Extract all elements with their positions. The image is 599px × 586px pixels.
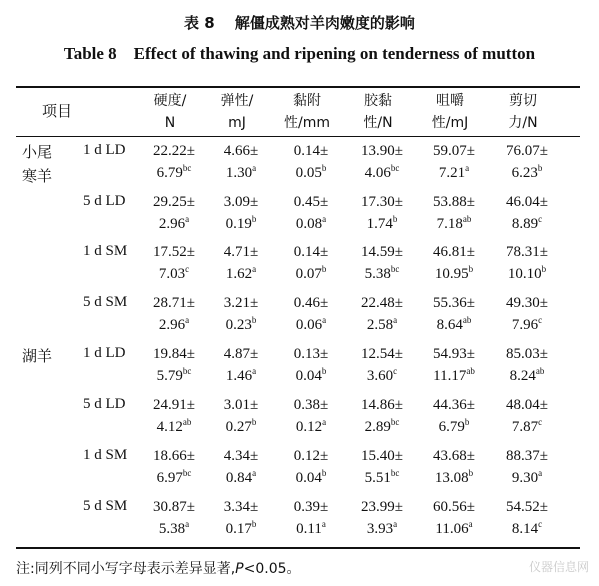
table-cell xyxy=(418,241,490,285)
significance-letter: a xyxy=(185,519,190,529)
cell-mean: 78.31± xyxy=(506,244,548,260)
significance-letter: a xyxy=(538,468,543,478)
table-cell xyxy=(491,292,563,336)
cell-sd-value: 9.30 xyxy=(511,470,539,486)
table-cell xyxy=(346,343,418,387)
significance-letter: b xyxy=(537,163,543,173)
cell-sd xyxy=(205,518,277,540)
cell-sd-value: 1.46 xyxy=(225,368,253,384)
cell-sd xyxy=(346,263,418,285)
cell-sd-value: 8.14 xyxy=(511,521,539,537)
column-header-line2: N xyxy=(164,115,176,131)
cell-sd-value: 8.89 xyxy=(511,216,539,232)
cell-sd xyxy=(346,162,418,184)
cell-mean: 0.46± xyxy=(293,295,329,311)
significance-letter: a xyxy=(252,468,257,478)
cell-sd-value: 2.89 xyxy=(364,419,391,435)
table-cell xyxy=(275,292,347,336)
significance-letter: a xyxy=(185,214,190,224)
cell-sd xyxy=(205,162,277,184)
significance-letter: b xyxy=(251,519,257,529)
cell-sd xyxy=(346,314,418,336)
table-cell xyxy=(138,140,210,184)
column-header-line2: 性/mm xyxy=(284,115,330,131)
column-header-line1: 胶黏 xyxy=(364,93,392,109)
table-cell xyxy=(346,191,418,235)
column-header xyxy=(138,90,202,134)
breed-label-line1: 小尾 xyxy=(22,143,53,161)
column-header-line2: 力/N xyxy=(508,115,538,131)
cell-sd xyxy=(346,467,418,489)
cell-sd-value: 10.10 xyxy=(507,266,542,282)
cell-sd xyxy=(138,213,210,235)
cell-mean: 29.25± xyxy=(153,194,195,210)
significance-letter: b xyxy=(392,214,398,224)
column-header-line1: 黏附 xyxy=(293,93,321,109)
table-cell xyxy=(275,343,347,387)
bottom-rule xyxy=(16,547,580,549)
table-cell xyxy=(205,394,277,438)
table-cell xyxy=(346,445,418,489)
cell-sd xyxy=(346,365,418,387)
cell-mean: 54.93± xyxy=(433,346,475,362)
cell-sd xyxy=(275,314,347,336)
cell-mean: 23.99± xyxy=(361,499,403,515)
table-cell xyxy=(138,191,210,235)
cell-sd xyxy=(138,263,210,285)
cell-sd xyxy=(491,467,563,489)
cell-sd-value: 2.96 xyxy=(158,317,186,333)
cell-sd-value: 0.06 xyxy=(295,317,323,333)
table-title-en: Table 8 Effect of thawing and ripening on tenderness of mutton xyxy=(63,44,536,63)
cell-sd-value: 8.64 xyxy=(436,317,463,333)
cell-sd-value: 8.24 xyxy=(509,368,536,384)
cell-sd-value: 0.04 xyxy=(295,368,322,384)
cell-mean: 85.03± xyxy=(506,346,548,362)
cell-sd-value: 7.96 xyxy=(511,317,539,333)
table-cell xyxy=(418,496,490,540)
cell-sd xyxy=(205,263,277,285)
significance-letter: c xyxy=(185,264,190,274)
cell-sd xyxy=(491,213,563,235)
breed-label xyxy=(22,140,52,188)
table-cell xyxy=(205,496,277,540)
column-header xyxy=(275,90,339,134)
treatment-label: 5 d LD xyxy=(83,396,126,412)
significance-letter: bc xyxy=(390,417,400,427)
significance-letter: a xyxy=(185,315,190,325)
cell-mean: 4.87± xyxy=(223,346,259,362)
significance-letter: ab xyxy=(462,315,472,325)
cell-sd-value: 10.95 xyxy=(434,266,469,282)
watermark: 仪器信息网 xyxy=(528,560,589,574)
cell-mean: 3.21± xyxy=(223,295,259,311)
treatment-label: 5 d SM xyxy=(83,294,128,310)
significance-letter: bc xyxy=(182,468,192,478)
cell-sd xyxy=(205,416,277,438)
cell-mean: 14.86± xyxy=(361,397,403,413)
cell-sd-value: 6.79 xyxy=(156,165,183,181)
treatment-label: 1 d SM xyxy=(83,243,128,259)
table-cell xyxy=(138,241,210,285)
table-cell xyxy=(418,191,490,235)
cell-sd-value: 0.11 xyxy=(296,521,322,537)
cell-mean: 18.66± xyxy=(153,448,195,464)
cell-sd xyxy=(275,467,347,489)
cell-mean: 55.36± xyxy=(433,295,475,311)
cell-mean: 0.45± xyxy=(293,194,329,210)
cell-mean: 15.40± xyxy=(361,448,403,464)
column-header-line2: 性/mJ xyxy=(431,115,469,131)
cell-sd xyxy=(418,416,490,438)
significance-letter: b xyxy=(468,264,474,274)
cell-sd-value: 2.58 xyxy=(366,317,394,333)
significance-letter: c xyxy=(393,366,398,376)
cell-mean: 48.04± xyxy=(506,397,548,413)
cell-mean: 4.34± xyxy=(223,448,259,464)
cell-sd-value: 11.17 xyxy=(433,368,467,384)
cell-mean: 46.81± xyxy=(433,244,475,260)
cell-sd-value: 7.21 xyxy=(438,165,466,181)
table-cell xyxy=(491,496,563,540)
cell-sd-value: 4.06 xyxy=(364,165,391,181)
treatment-label: 1 d LD xyxy=(83,142,126,158)
note-prefix: 注:同列不同小写字母表示差异显著, xyxy=(16,561,236,577)
column-header xyxy=(205,90,269,134)
cell-sd-value: 6.23 xyxy=(511,165,538,181)
significance-letter: a xyxy=(252,163,257,173)
cell-mean: 22.22± xyxy=(153,143,195,159)
cell-sd-value: 7.87 xyxy=(511,419,539,435)
table-cell xyxy=(418,445,490,489)
cell-mean: 0.38± xyxy=(293,397,329,413)
table-cell xyxy=(138,292,210,336)
significance-letter: b xyxy=(251,417,257,427)
cell-mean: 54.52± xyxy=(506,499,548,515)
cell-sd xyxy=(346,213,418,235)
table-cell xyxy=(205,292,277,336)
cell-mean: 14.59± xyxy=(361,244,403,260)
significance-letter: b xyxy=(321,468,327,478)
column-header-line1: 硬度/ xyxy=(153,93,187,109)
cell-mean: 28.71± xyxy=(153,295,195,311)
significance-letter: a xyxy=(252,366,257,376)
cell-sd xyxy=(205,365,277,387)
table-cell xyxy=(138,445,210,489)
cell-sd-value: 5.38 xyxy=(158,521,186,537)
table-cell xyxy=(418,292,490,336)
table-cell xyxy=(275,241,347,285)
table-cell xyxy=(418,140,490,184)
cell-sd-value: 3.60 xyxy=(366,368,394,384)
table-cell xyxy=(346,496,418,540)
cell-sd xyxy=(491,263,563,285)
cell-sd-value: 0.27 xyxy=(225,419,252,435)
table-cell xyxy=(205,343,277,387)
column-header xyxy=(491,90,555,134)
cell-mean: 3.09± xyxy=(223,194,259,210)
cell-sd xyxy=(418,314,490,336)
treatment-label: 1 d SM xyxy=(83,447,128,463)
cell-mean: 4.71± xyxy=(223,244,259,260)
breed-label-line1: 湖羊 xyxy=(22,347,53,365)
cell-mean: 76.07± xyxy=(506,143,548,159)
table-cell xyxy=(275,445,347,489)
significance-letter: bc xyxy=(390,468,400,478)
cell-sd xyxy=(205,314,277,336)
cell-sd-value: 13.08 xyxy=(434,470,469,486)
cell-mean: 24.91± xyxy=(153,397,195,413)
cell-sd xyxy=(418,467,490,489)
significance-letter: b xyxy=(321,264,327,274)
cell-sd xyxy=(491,162,563,184)
cell-sd-value: 1.74 xyxy=(366,216,393,232)
cell-sd-value: 5.51 xyxy=(364,470,391,486)
significance-letter: a xyxy=(468,519,473,529)
significance-letter: b xyxy=(541,264,547,274)
cell-sd-value: 0.04 xyxy=(295,470,322,486)
treatment-label: 5 d LD xyxy=(83,193,126,209)
significance-letter: b xyxy=(321,366,327,376)
cell-sd xyxy=(275,162,347,184)
cell-sd-value: 0.07 xyxy=(295,266,322,282)
cell-sd-value: 3.93 xyxy=(366,521,394,537)
table-cell xyxy=(491,191,563,235)
cell-mean: 13.90± xyxy=(361,143,403,159)
table-cell xyxy=(275,191,347,235)
significance-letter: ab xyxy=(535,366,545,376)
table-cell xyxy=(491,445,563,489)
treatment-label: 5 d SM xyxy=(83,498,128,514)
cell-sd xyxy=(346,416,418,438)
cell-sd xyxy=(491,314,563,336)
table-cell xyxy=(138,496,210,540)
cell-mean: 0.14± xyxy=(293,143,329,159)
cell-sd-value: 2.96 xyxy=(158,216,186,232)
significance-letter: b xyxy=(251,214,257,224)
column-header-line1: 弹性/ xyxy=(220,93,254,109)
significance-letter: c xyxy=(538,417,543,427)
cell-sd xyxy=(138,162,210,184)
top-rule xyxy=(16,86,580,88)
treatment-label: 1 d LD xyxy=(83,345,126,361)
significance-letter: bc xyxy=(182,366,192,376)
cell-sd xyxy=(275,263,347,285)
cell-mean: 17.52± xyxy=(153,244,195,260)
significance-letter: c xyxy=(538,214,543,224)
cell-mean: 0.14± xyxy=(293,244,329,260)
cell-sd-value: 0.05 xyxy=(295,165,322,181)
significance-letter: bc xyxy=(182,163,192,173)
cell-sd-value: 0.84 xyxy=(225,470,253,486)
significance-letter: ab xyxy=(462,214,472,224)
cell-mean: 53.88± xyxy=(433,194,475,210)
cell-sd-value: 0.19 xyxy=(225,216,252,232)
significance-letter: a xyxy=(322,214,327,224)
significance-letter: bc xyxy=(390,264,400,274)
cell-mean: 4.66± xyxy=(223,143,259,159)
significance-letter: a xyxy=(322,315,327,325)
column-header-line2: 性/N xyxy=(363,115,393,131)
significance-letter: a xyxy=(393,315,398,325)
cell-sd-value: 0.08 xyxy=(295,216,323,232)
significance-letter: a xyxy=(321,519,326,529)
table-cell xyxy=(346,241,418,285)
cell-sd-value: 5.38 xyxy=(364,266,391,282)
significance-letter: b xyxy=(468,468,474,478)
cell-sd-value: 7.03 xyxy=(158,266,186,282)
cell-sd xyxy=(418,213,490,235)
significance-letter: b xyxy=(464,417,470,427)
cell-mean: 3.34± xyxy=(223,499,259,515)
table-cell xyxy=(418,394,490,438)
cell-sd xyxy=(138,518,210,540)
table-cell xyxy=(205,191,277,235)
significance-letter: a xyxy=(322,417,327,427)
column-header-line1: 咀嚼 xyxy=(436,93,464,109)
table-cell xyxy=(205,445,277,489)
table-cell xyxy=(491,140,563,184)
cell-sd xyxy=(418,365,490,387)
cell-sd-value: 6.97 xyxy=(156,470,183,486)
column-header xyxy=(418,90,482,134)
significance-letter: ab xyxy=(182,417,192,427)
cell-sd-value: 6.79 xyxy=(438,419,465,435)
column-header-line1: 剪切 xyxy=(509,93,537,109)
cell-sd xyxy=(275,365,347,387)
significance-letter: c xyxy=(538,519,543,529)
table-cell xyxy=(491,241,563,285)
table-cell xyxy=(346,292,418,336)
table-cell xyxy=(346,140,418,184)
table-cell xyxy=(205,241,277,285)
cell-sd-value: 7.18 xyxy=(436,216,463,232)
cell-mean: 59.07± xyxy=(433,143,475,159)
table-cell xyxy=(275,496,347,540)
cell-sd xyxy=(138,365,210,387)
cell-sd xyxy=(275,416,347,438)
breed-label-line2: 寒羊 xyxy=(22,167,53,185)
cell-sd xyxy=(491,416,563,438)
table-cell xyxy=(275,394,347,438)
cell-sd-value: 5.79 xyxy=(156,368,183,384)
cell-sd xyxy=(138,416,210,438)
table-cell xyxy=(491,343,563,387)
cell-sd xyxy=(418,263,490,285)
significance-letter: a xyxy=(252,264,257,274)
significance-letter: c xyxy=(538,315,543,325)
column-header-line2: mJ xyxy=(228,115,246,131)
cell-mean: 49.30± xyxy=(506,295,548,311)
cell-mean: 46.04± xyxy=(506,194,548,210)
cell-mean: 22.48± xyxy=(361,295,403,311)
cell-sd xyxy=(205,213,277,235)
cell-mean: 60.56± xyxy=(433,499,475,515)
header-rule xyxy=(16,136,580,137)
breed-label xyxy=(22,344,52,368)
cell-sd-value: 1.62 xyxy=(225,266,253,282)
cell-sd-value: 0.17 xyxy=(225,521,252,537)
cell-sd xyxy=(491,518,563,540)
cell-mean: 30.87± xyxy=(153,499,195,515)
significance-letter: a xyxy=(465,163,470,173)
cell-sd xyxy=(418,162,490,184)
cell-mean: 0.12± xyxy=(293,448,329,464)
significance-letter: b xyxy=(251,315,257,325)
table-cell xyxy=(138,394,210,438)
column-header xyxy=(346,90,410,134)
item-header: 项目 xyxy=(42,102,73,120)
table-cell xyxy=(275,140,347,184)
cell-mean: 17.30± xyxy=(361,194,403,210)
table-cell xyxy=(346,394,418,438)
cell-mean: 12.54± xyxy=(361,346,403,362)
cell-sd xyxy=(138,467,210,489)
cell-sd xyxy=(275,213,347,235)
cell-sd-value: 0.12 xyxy=(295,419,323,435)
cell-sd xyxy=(205,467,277,489)
cell-sd xyxy=(275,518,347,540)
significance-letter: b xyxy=(321,163,327,173)
cell-mean: 0.13± xyxy=(293,346,329,362)
table-cell xyxy=(491,394,563,438)
cell-sd-value: 0.23 xyxy=(225,317,252,333)
cell-sd-value: 4.12 xyxy=(156,419,183,435)
note-p: P xyxy=(235,561,244,577)
cell-sd-value: 1.30 xyxy=(225,165,253,181)
table-cell xyxy=(418,343,490,387)
significance-letter: a xyxy=(393,519,398,529)
note-suffix: <0.05。 xyxy=(243,561,301,577)
cell-sd xyxy=(138,314,210,336)
table-cell xyxy=(138,343,210,387)
cell-mean: 88.37± xyxy=(506,448,548,464)
cell-sd xyxy=(346,518,418,540)
table-note xyxy=(16,558,301,578)
table-cell xyxy=(205,140,277,184)
cell-sd xyxy=(491,365,563,387)
cell-mean: 44.36± xyxy=(433,397,475,413)
significance-letter: ab xyxy=(466,366,475,376)
cell-mean: 19.84± xyxy=(153,346,195,362)
cell-mean: 0.39± xyxy=(293,499,329,515)
cell-sd xyxy=(418,518,490,540)
significance-letter: bc xyxy=(390,163,400,173)
cell-mean: 3.01± xyxy=(223,397,259,413)
cell-mean: 43.68± xyxy=(433,448,475,464)
table-title-cn: 表 8 解僵成熟对羊肉嫩度的影响 xyxy=(184,14,415,32)
cell-sd-value: 11.06 xyxy=(435,521,469,537)
